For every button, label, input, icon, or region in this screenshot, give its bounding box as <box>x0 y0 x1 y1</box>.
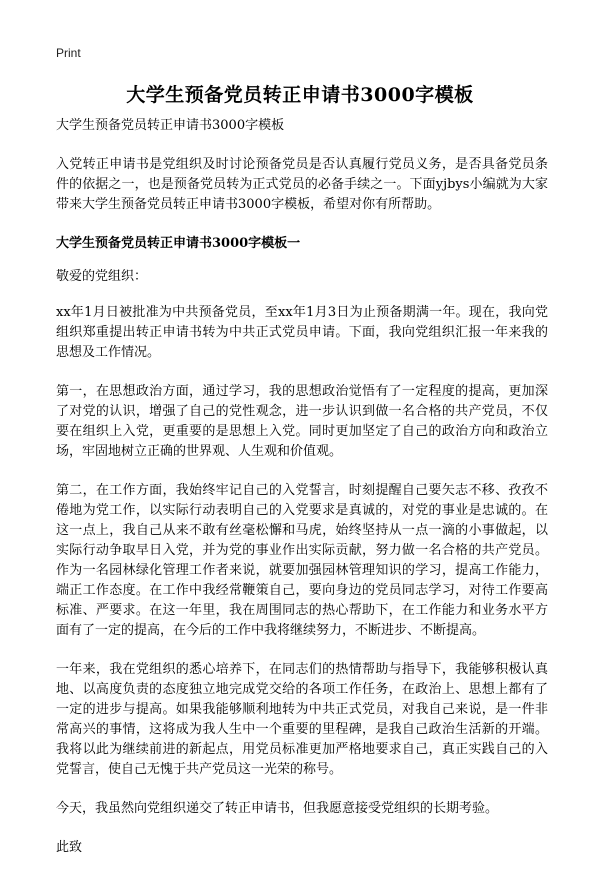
intro-paragraph: 入党转正申请书是党组织及时讨论预备党员是否认真履行党员义务，是否具备党员条件的依据之一，也是预备党员转为正式党员的必备手续之一。下面yjbys小编就为大家带来大学生预备党员转正申请书3000字模板，希望对你有所帮助。 <box>56 157 548 212</box>
body-paragraph-1: xx年1月日被批准为中共预备党员，至xx年1月3日为止预备期满一年。现在，我向党组织郑重提出转正申请书转为中共正式党员申请。下面，我向党组织汇报一年来我的思想及工作情况。 <box>56 305 548 360</box>
body-paragraph-2: 第一，在思想政治方面，通过学习，我的思想政治觉悟有了一定程度的提高，更加深了对党的认识，增强了自己的党性观念，进一步认识到做一名合格的共产党员，不仅要在组织上入党，更重要的是思想上入党。同时更加坚定了自己的政治方向和政治立场，牢固地树立正确的世界观、人生观和价值观。 <box>56 384 548 459</box>
salutation: 敬爱的党组织： <box>56 269 148 284</box>
section-heading: 大学生预备党员转正申请书3000字模板一 <box>56 236 301 251</box>
body-paragraph-5: 今天，我虽然向党组织递交了转正申请书，但我愿意接受党组织的长期考验。 <box>56 801 499 816</box>
body-paragraph-4: 一年来，我在党组织的悉心培养下，在同志们的热情帮助与指导下，我能够积极认真地、以高度负责的态度独立地完成党交给的各项工作任务，在政治上、思想上都有了一定的进步与提高。如果我能够顺利地转为中共正式党员，对我自己来说，是一件非常高兴的事情，这将成为我人生中一个重要的里程碑，是我自己政治生活新的开端。我将以此为继续前进的新起点，用党员标准更加严格地要求自己，真正实践自己的入党誓言，使自己无愧于共产党员这一光荣的称号。 <box>56 662 548 777</box>
document-subtitle: 大学生预备党员转正申请书3000字模板 <box>56 118 285 133</box>
print-link[interactable]: Print <box>56 46 81 60</box>
closing: 此致 <box>56 840 83 855</box>
document-body <box>56 116 548 877</box>
body-paragraph-3: 第二，在工作方面，我始终牢记自己的入党誓言，时刻提醒自己要矢志不移、孜孜不倦地为党工作，以实际行动表明自己的入党要求是真诚的，对党的事业是忠诚的。在这一点上，我自己从来不敢有丝毫松懈和马虎，始终坚持从一点一滴的小事做起，以实际行动争取早日入党，并为党的事业作出实际贡献，努力做一名合格的共产党员。作为一名园林绿化管理工作者来说，就要加强园林管理知识的学习，提高工作能力，端正工作态度。在工作中我经常鞭策自己，要向身边的党员同志学习，对待工作要高标准、严要求。在这一年里，我在周围同志的热心帮助下，在工作能力和业务水平方面有了一定的提高，在今后的工作中我将继续努力，不断进步、不断提高。 <box>56 483 548 638</box>
page-title: 大学生预备党员转正申请书3000字模板 <box>126 84 474 106</box>
